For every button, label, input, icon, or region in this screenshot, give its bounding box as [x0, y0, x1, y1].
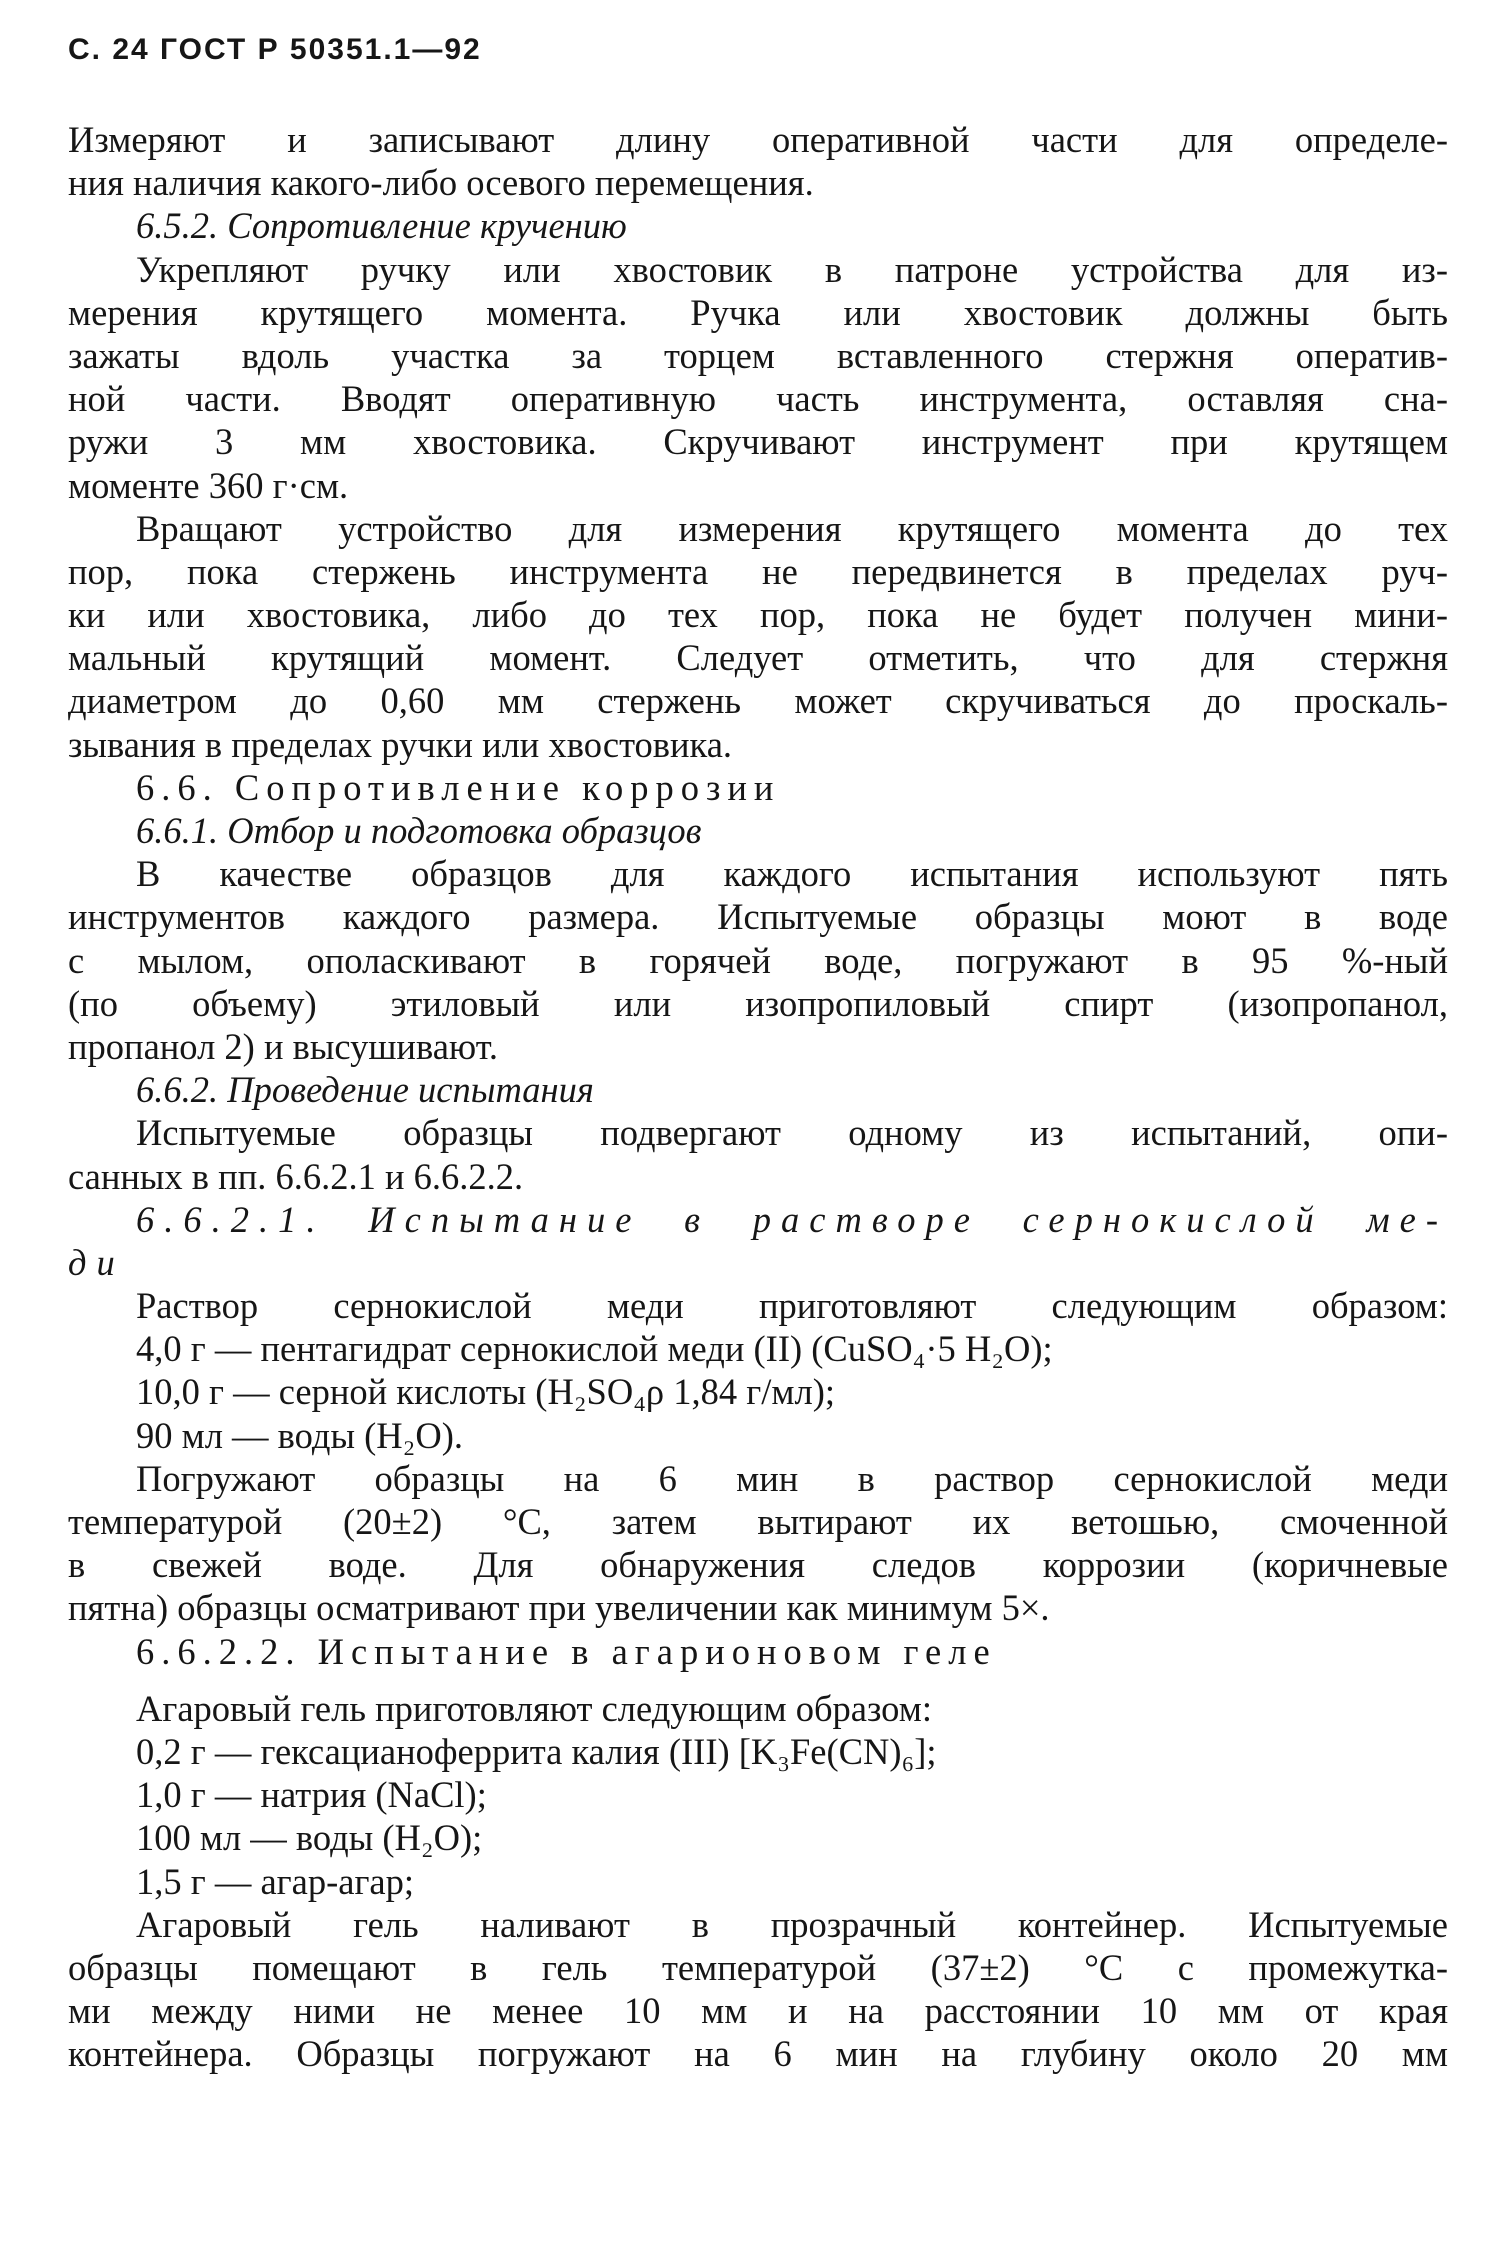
text-line: 1,0 г — натрия (NaCl);: [136, 1774, 487, 1816]
text-line: ди: [68, 1241, 125, 1283]
text-line: 10,0 г — серной кислоты (H₂SO₄ρ 1,84 г/мл);: [136, 1371, 835, 1413]
text-line: (по объему) этиловый или изопропиловый спирт (изопропанол,: [68, 982, 1448, 1024]
text-line: ки или хвостовика, либо до тех пор, пока не будет получен мини-: [68, 594, 1448, 636]
document-page: [68, 30, 1448, 2075]
text-line: мальный крутящий момент. Следует отметить, что для стержня: [68, 637, 1448, 679]
text-line: ния наличия какого-либо осевого перемещения.: [68, 162, 814, 204]
text-line: Укрепляют ручку или хвостовик в патроне устройства для из-: [136, 248, 1448, 290]
page-header: С. 24 ГОСТ Р 50351.1—92: [68, 33, 482, 66]
text-line: пор, пока стержень инструмента не передвинется в пределах руч-: [68, 550, 1448, 592]
text-line: 6.6.2.1. Испытание в растворе сернокислой ме-: [136, 1198, 1448, 1240]
text-line: пропанол 2) и высушивают.: [68, 1025, 499, 1067]
text-line: ми между ними не менее 10 мм и на расстоянии 10 мм от края: [68, 1990, 1448, 2032]
text-line: Погружают образцы на 6 мин в раствор сернокислой меди: [136, 1457, 1448, 1499]
text-line: инструментов каждого размера. Испытуемые образцы моют в воде: [68, 896, 1448, 938]
text-line: 0,2 г — гексацианоферрита калия (III) [K₃Fe(CN)₆];: [136, 1730, 937, 1772]
text-line: зывания в пределах ручки или хвостовика.: [68, 723, 733, 765]
text-line: пятна) образцы осматривают при увеличении как минимум 5×.: [68, 1587, 1050, 1629]
document-body: [68, 118, 1448, 2075]
text-line: мерения крутящего момента. Ручка или хвостовик должны быть: [68, 291, 1448, 333]
text-line: зажаты вдоль участка за торцем вставленного стержня оператив-: [68, 334, 1448, 376]
text-line: образцы помещают в гель температурой (37±2) °С с промежутка-: [68, 1946, 1448, 1988]
text-line: 6.6. Сопротивление коррозии: [136, 766, 781, 808]
text-line: В качестве образцов для каждого испытания используют пять: [136, 853, 1448, 895]
text-line: Испытуемые образцы подвергают одному из испытаний, опи-: [136, 1112, 1448, 1154]
text-line: 6.6.2.2. Испытание в агарионовом геле: [136, 1630, 997, 1672]
text-line: 100 мл — воды (H₂O);: [136, 1817, 483, 1859]
text-line: 1,5 г — агар-агар;: [136, 1860, 415, 1902]
text-line: температурой (20±2) °С, затем вытирают их ветошью, смоченной: [68, 1501, 1448, 1542]
text-line: Агаровый гель приготовляют следующим образом:: [136, 1687, 932, 1729]
text-line: 6.5.2. Сопротивление кручению: [136, 205, 627, 247]
text-line: диаметром до 0,60 мм стержень может скручиваться до проскаль-: [68, 680, 1448, 722]
text-line: с мылом, ополаскивают в горячей воде, погружают в 95 %-ный: [68, 939, 1448, 981]
text-line: 6.6.1. Отбор и подготовка образцов: [136, 810, 702, 851]
text-line: санных в пп. 6.6.2.1 и 6.6.2.2.: [68, 1155, 524, 1197]
text-line: Раствор сернокислой меди приготовляют следующим образом:: [136, 1285, 1448, 1327]
text-line: 6.6.2. Проведение испытания: [136, 1069, 594, 1111]
text-line: 90 мл — воды (H₂O).: [136, 1414, 463, 1456]
text-line: Вращают устройство для измерения крутящего момента до тех: [136, 507, 1448, 549]
text-line: 4,0 г — пентагидрат сернокислой меди (II) (CuSO₄·5 H₂O);: [136, 1328, 1053, 1370]
text-line: моменте 360 г·см.: [68, 464, 349, 506]
text-line: Агаровый гель наливают в прозрачный контейнер. Испытуемые: [136, 1903, 1448, 1945]
spacer: [68, 1673, 1448, 1687]
text-line: ружи 3 мм хвостовика. Скручивают инструмент при крутящем: [68, 421, 1448, 463]
text-line: в свежей воде. Для обнаружения следов коррозии (коричневые: [68, 1544, 1448, 1586]
text-line: контейнера. Образцы погружают на 6 мин на глубину около 20 мм: [68, 2033, 1448, 2075]
text-line: Измеряют и записывают длину оперативной части для определе-: [68, 119, 1448, 160]
text-line: ной части. Вводят оперативную часть инструмента, оставляя сна-: [68, 378, 1448, 420]
